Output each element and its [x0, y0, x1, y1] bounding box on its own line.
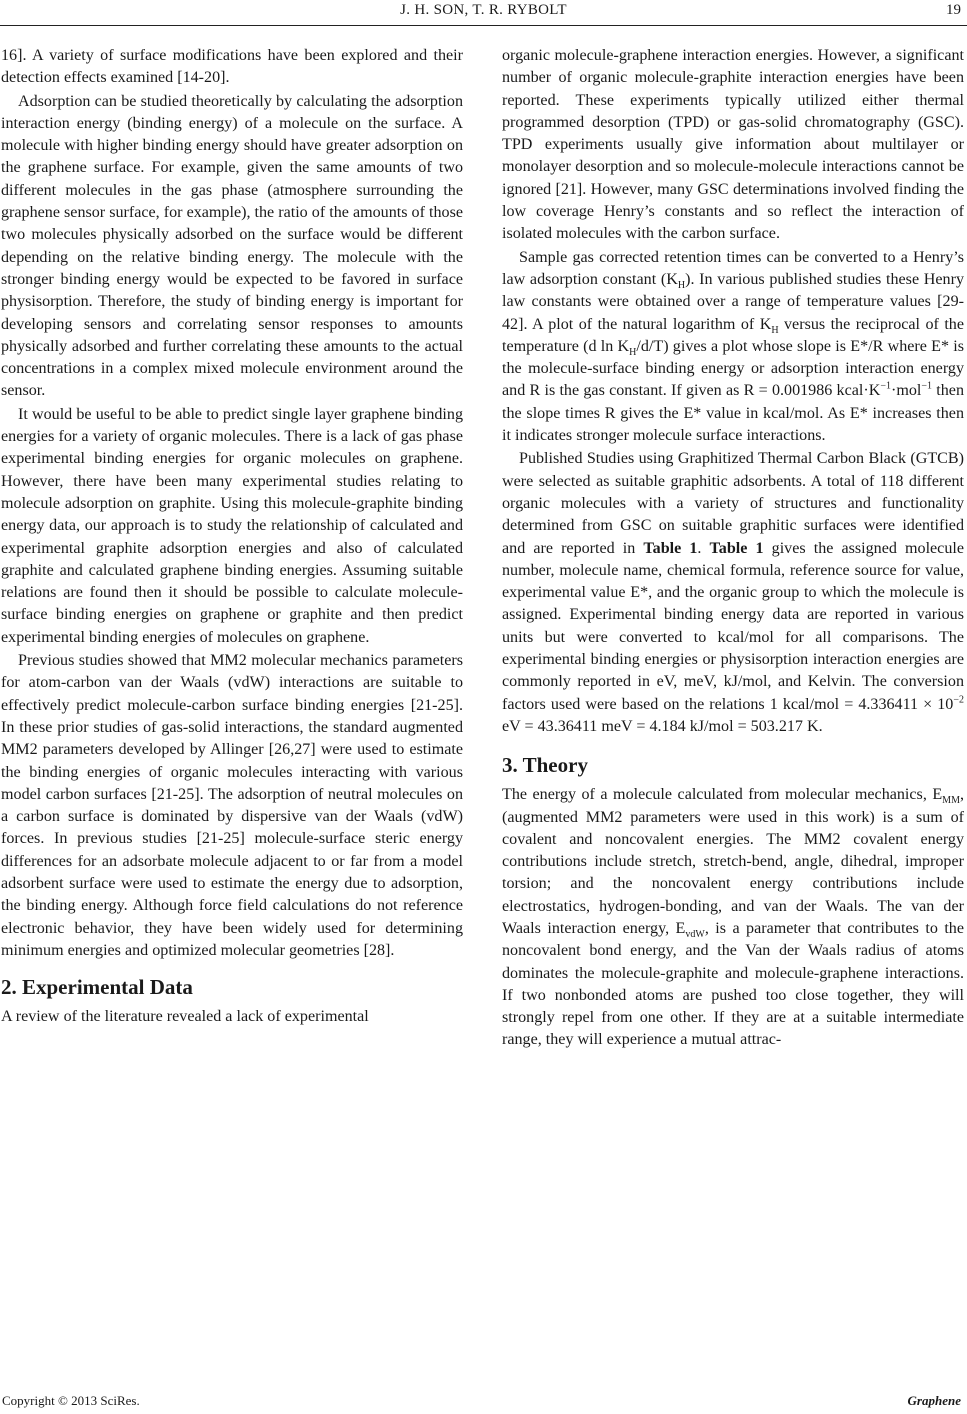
text-run: eV = 43.36411 meV = 4.184 kJ/mol = 503.217 K. — [502, 717, 823, 735]
header-divider — [0, 25, 967, 26]
superscript: −1 — [880, 381, 891, 393]
journal-name: Graphene — [907, 1393, 961, 1408]
text-run: . — [697, 539, 710, 557]
paragraph-table-description — [502, 448, 964, 738]
paragraph: It would be useful to be able to predict single layer graphene binding energies for a variety of organic molecules. There is a lack of gas phase experimental binding energies for organic molecules on graphene. However, there have been many experimental studies relating to molecule adsorption on graphite. Using this molecule-graphite binding energy data, our approach is to study the relationship of calculated and experimental graphite adsorption energies and also of calculated graphite and calculated graphene binding energies. Assuming suitable relations are found then it should be possible to calculate molecule-surface binding energies on graphene or graphite and then predict experimental binding energies of molecules on graphene. — [1, 405, 463, 646]
paragraph: A review of the literature revealed a lack of experimental — [1, 1008, 369, 1026]
text-run: , (augmented MM2 parameters were used in this work) is a sum of covalent and noncovalent energies. The MM2 covalent energy contributions include stretch, stretch-bend, angle, dihedral, improper torsion; and the noncovalent energy contributions include electrostatics, hydrogen-bonding, and van der Waals. The van der Waals interaction energy, E — [502, 786, 964, 937]
text-run: then the slope times R gives the E* value in kcal/mol. As E* increases then it indicates stronger molecule surface interactions. — [502, 382, 964, 445]
text-run: The energy of a molecule calculated from molecular mechanics, E — [502, 786, 943, 804]
text-run: gives the assigned molecule number, molecule name, chemical formula, reference source for value, experimental value E*, and the organic group to which the molecule is assigned. Experimental binding energy data are reported in various units but were converted to kcal/mol for all comparisons. The experimental binding energies or physisorption interaction energies are commonly reported in eV, meV, kJ/mol, and Kelvin. The conversion factors used were based on the relations 1 kcal/mol = 4.336411 × 10 — [502, 539, 964, 713]
paragraph: Adsorption can be studied theoretically by calculating the adsorption interaction energy (binding energy) of a molecule on the surface. A molecule with higher binding energy should have greater adsorption on the graphene surface. For example, given the same amounts of two different molecules in the gas phase (atmosphere surrounding the graphene sensor surface, for example), the ratio of the amounts of those two molecules physically adsorbed on the surface would be different depending on the relative binding energy. The molecule with the stronger binding energy would be expected to be favored in surface physisorption. Therefore, the study of binding energy is important for developing sensors and correlating sensor responses to amounts physically adsorbed and further correlating these amounts to the actual concentrations in a complex mixed molecule environment around the sensor. — [1, 92, 463, 400]
text-run: ·mol — [890, 382, 922, 400]
text-run: ). In various published studies these Henry law constants were obtained over a range of temperature values [29-42]. A plot of the natural logarithm of K — [502, 270, 964, 333]
paragraph: 16]. A variety of surface modifications have been explored and their detection effects examined [14-20]. — [1, 47, 463, 87]
text-run: , is a parameter that contributes to the noncovalent bond energy, and the Van der Waals radius of atoms dominates the molecule-graphite and molecule-graphene interactions. If two nonbonded atoms are pushed too close together, they will strongly repel from one other. If they are at a suitable intermediate range, they will experience a mutual attrac- — [502, 919, 964, 1049]
header-authors: J. H. SON, T. R. RYBOLT — [400, 2, 567, 18]
copyright-notice: Copyright © 2013 SciRes. — [2, 1393, 140, 1408]
paragraph-theory — [502, 784, 964, 1052]
subscript: vdW — [685, 929, 705, 941]
subscript: MM — [942, 795, 960, 807]
text-run: Published Studies using Graphitized Thermal Carbon Black (GTCB) were selected as suitable graphitic adsorbents. A total of 118 different organic molecules with a variety of structures and functionality determined from GSC on suitable graphitic surfaces were identified and are reported in — [502, 450, 964, 557]
superscript: −1 — [921, 381, 933, 393]
subscript: H — [629, 347, 637, 359]
section-heading-experimental-data: 2. Experimental Data — [1, 975, 193, 1000]
left-column — [1, 45, 463, 1028]
paragraph: Previous studies showed that MM2 molecular mechanics parameters for atom-carbon van der Waals (vdW) interactions are suitable to effectively predict molecule-carbon surface binding energies [21-25]. In these prior studies of gas-solid interactions, the standard augmented MM2 parameters developed by Allinger [26,27] were used to estimate the binding energies of organic molecules interacting with various model carbon surfaces [21-25]. The adsorption of neutral molecules on a carbon surface is dominated by dispersive van der Waals (vdW) forces. In previous studies [21-25] molecule-surface steric energy differences for an adsorbate molecule adjacent to or far from a model adsorbent surface were used to estimate the energy due to adsorption, the binding energy. Although force field calculations do not reference electronic behavior, they have been widely used for determining minimum energies and optimized molecular geometries [28]. — [1, 652, 463, 959]
paragraph: organic molecule-graphene interaction energies. However, a significant number of organic molecule-graphite interaction energies have been reported. These experiments typically utilized either thermal programmed desorption (TPD) or gas-solid chromatography (GSC). TPD experiments usually give information about multilayer or monolayer desorption and so molecule-molecule interactions cannot be ignored [21]. However, many GSC determinations involved finding the low coverage Henry’s constants and so reflect the interaction of isolated molecules with the carbon surface. — [502, 47, 964, 243]
table-reference: Table 1 — [709, 539, 764, 557]
right-column — [502, 45, 964, 1052]
page-number: 19 — [946, 2, 961, 18]
subscript: H — [677, 280, 686, 292]
paragraph-henry-constant — [502, 247, 964, 448]
text-run: /d/T) gives a plot whose slope is E*/R where E* is the molecule-surface binding energy or adsorption interaction energy and R is the gas constant. If given as R = 0.001986 kcal·K — [502, 337, 965, 400]
subscript: H — [771, 324, 779, 336]
running-header — [0, 0, 967, 38]
text-run: versus the reciprocal of the temperature (d ln K — [502, 315, 964, 355]
table-reference: Table 1 — [643, 539, 698, 557]
superscript: −2 — [953, 694, 964, 706]
section-heading-theory: 3. Theory — [502, 753, 588, 778]
text-run: Sample gas corrected retention times can be converted to a Henry’s law adsorption constant (K — [502, 248, 964, 288]
